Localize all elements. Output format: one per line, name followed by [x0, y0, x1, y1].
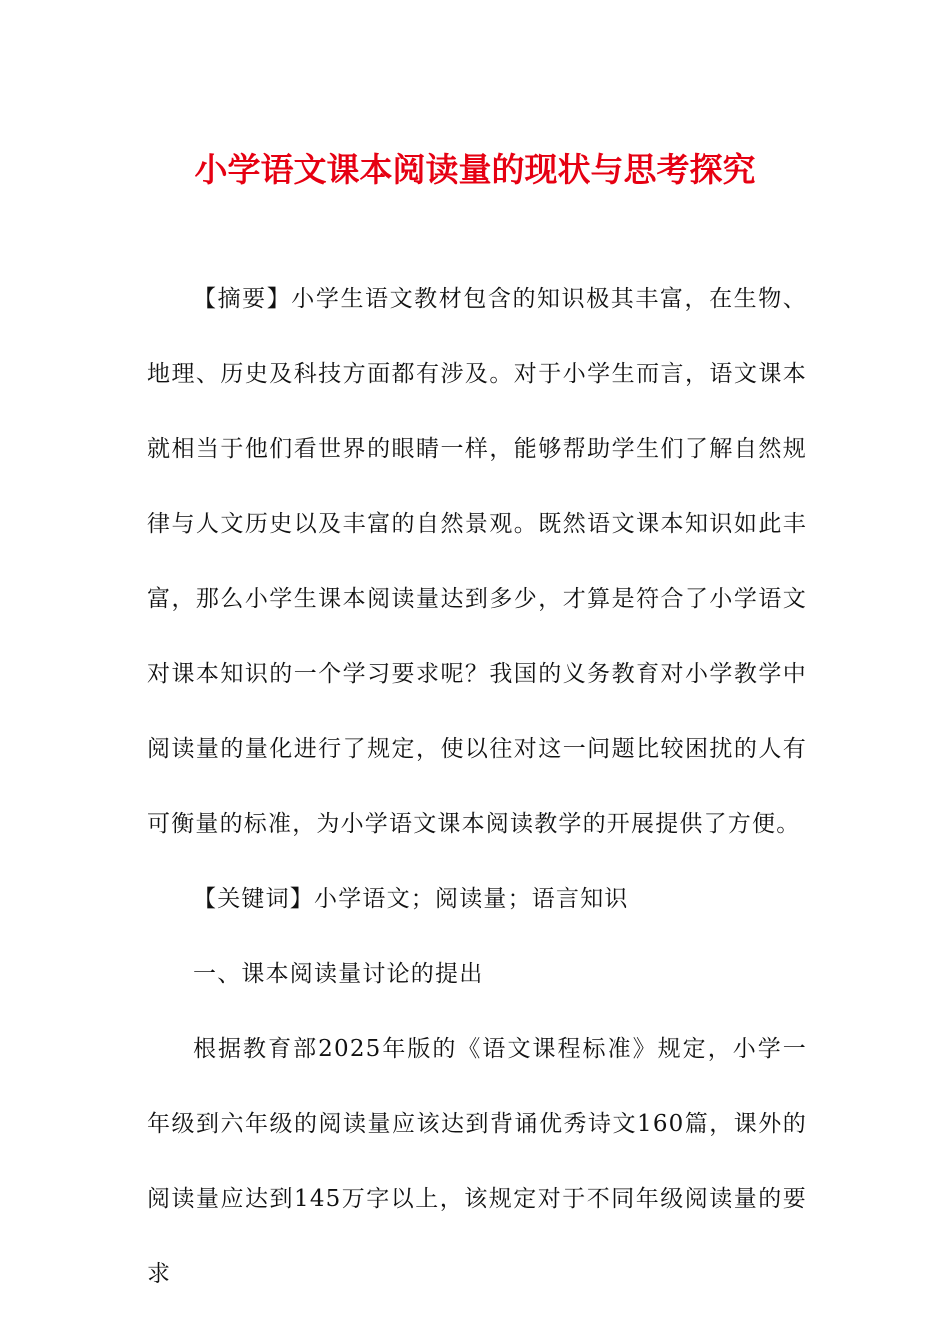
section-heading: 一、课本阅读量讨论的提出 [193, 961, 484, 987]
abstract-paragraph: 【摘要】小学生语文教材包含的知识极其丰富，在生物、地理、历史及科技方面都有涉及。对于小学生而言，语文课本就相当于他们看世界的眼睛一样，能够帮助学生们了解自然规律与人文历史以及丰富的自然景观。既然语文课本知识如此丰富，那么小学生课本阅读量达到多少，才算是符合了小学语文对课本知识的一个学习要求呢？我国的义务教育对小学教学中阅读量的量化进行了规定，使以往对这一问题比较困扰的人有可衡量的标准，为小学语文课本阅读教学的开展提供了方便。 [147, 286, 807, 837]
document-title: 小学语文课本阅读量的现状与思考探究 [194, 150, 756, 189]
document-body [147, 262, 807, 1312]
keywords-paragraph: 【关键词】小学语文；阅读量；语言知识 [193, 886, 629, 912]
body-paragraph: 根据教育部2025年版的《语文课程标准》规定，小学一年级到六年级的阅读量应该达到背诵优秀诗文160篇，课外的阅读量应达到145万字以上，该规定对于不同年级阅读量的要求 [147, 1036, 807, 1287]
